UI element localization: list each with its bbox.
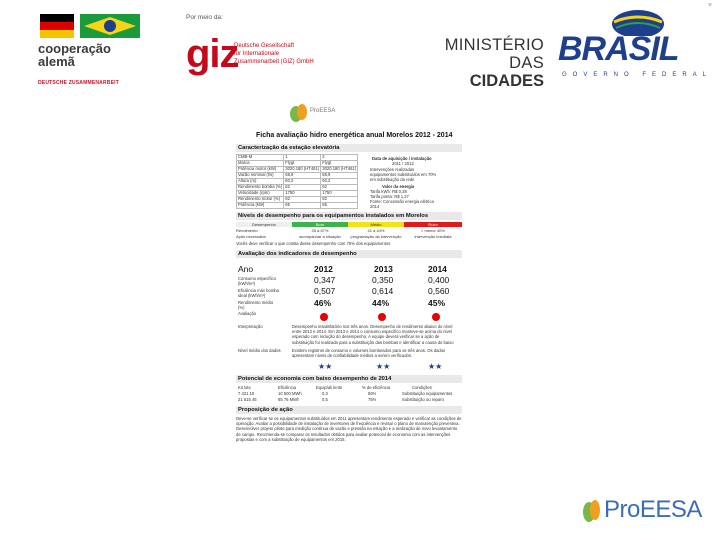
econ-r2-3: 75% [368,397,377,402]
star-icon: ★★ [428,362,443,371]
star-icon: ★★ [376,362,391,371]
years-head-label: Ano [238,264,254,274]
interp-label: Interpretação [238,324,263,329]
proeesa-leaf-icon [582,498,602,526]
section-potencial: Potencial de economia com baixo desempenho de 2014 [236,375,462,383]
side-note-l2: 2011 / 2012 [392,161,414,166]
doc-title: Ficha avaliação hidro energética anual Morelos 2012 - 2014 [256,132,453,139]
brasil-governo-federal-logo [552,8,716,78]
eff-label-2: ideal (kWh/m³) [238,293,266,298]
kwh-label-2: (kWh/m³) [238,281,256,286]
side-note-l5: em substituição da rede [370,177,415,182]
proeesa-word: ProEESA [604,496,702,523]
side-note-l1: Data de aquisição / instalação [372,156,432,161]
ministerio-line1: MINISTÉRIO DAS [444,36,544,72]
action-text: Deve-se verificar se os equipamentos substituídos em 2011 apresentam rendimento esperado e verificar as condições de operação. Avaliar a possibilidade de instalação de inversores de frequência e revisar o plano de manutenção preventiva. Desenvolver projeto piloto para medição contínua de vazão e pressão na estação e a realização de novo levantamento de campo. Recomenda-se comparar os resultados obtidos para avaliar potencial de economia com as intervenções propostas e com a substituição de equipamentos em 2015. [236,416,462,442]
proeesa-leaf-icon [288,102,310,124]
giz-by-label: Por meio da: [186,14,223,21]
econ-head-0: Kit lote [238,385,251,390]
eff-2013: 0,614 [372,286,394,296]
econ-r2-1: 65 75 MWh [278,397,300,402]
ministerio-line2: CIDADES [469,72,544,90]
band-row2-label: Ação necessária [236,234,266,239]
side-note-l6: Valor da energia [382,184,415,189]
coop-name: cooperação alemã [38,41,111,69]
econ-head-2: Equip/ali lente [316,385,343,390]
interp-text: Desempenho insatisfatório nos três anos. Desempenho de rendimento abaixo do nível entre 2012 e 2014. Em 2013 e 2014 o consumo específico manteve-se acima do nível esperado com redução do desempenho. A equipe deverá verificar se a ação de substituição foi realizada para a substituição das bombas e identificar a causa do baixo [292,324,454,345]
coop-subtitle: DEUTSCHE ZUSAMMENARBEIT [38,80,119,86]
eval-dot-2012 [320,313,328,321]
kwh-label-1: Consumo específico [238,276,276,281]
brasil-word: BRASIL [558,30,679,68]
star-icon: ★★ [318,362,333,371]
giz-mark: giz [186,32,239,76]
eff-label-1: Eficiência máx bomba [238,288,279,293]
ministerio-cidades-logo [414,36,544,90]
pct-2012: 46% [314,298,332,308]
side-note-l3: Intervenções realizadas [370,167,415,172]
side-note-l9: Fonte: Concessão energia elétrica [370,199,434,204]
band-row2-medio: programação da intervenção [350,234,402,239]
eval-label: Avaliação [238,311,257,316]
kwh-2013: 0,350 [372,275,394,285]
econ-r2-0: 21 515 45 [238,397,257,402]
econ-head-3: % de eficiência [362,385,391,390]
band-row1-label: Rendimento [236,228,258,233]
pct-label-1: Rendimento médio [238,300,274,305]
band-label-medio: Médio [348,222,404,227]
band-row1-ruim: < menor 40% [421,228,445,233]
giz-logo [186,14,336,76]
band-note: Vocês deve verificar o que consta desse desempenho com 75% dos equipamentos [236,241,391,246]
year-2013: 2013 [374,264,393,274]
econ-r1-3: 56% [368,391,377,396]
section-avaliacao: Avaliação dos indicadores de desempenho [236,250,462,258]
econ-head-4: Condições [412,385,432,390]
econ-r1-4: Substituição equipamentos [402,391,453,396]
proeesa-logo [582,490,702,530]
kwh-2012: 0,347 [314,275,336,285]
section-niveis: Níveis de desempenho para os equipamentos instalados em Morelos [236,212,462,220]
level-label: Nível médio dos dados [238,348,281,353]
year-2012: 2012 [314,264,333,274]
side-note-l10: 2014 [370,204,380,209]
pct-label-2: (%) [238,305,245,310]
flag-icon [40,12,140,40]
eval-dot-2014 [432,313,440,321]
side-note-l8: Tarifa ponta: R$ 1,27 [370,194,409,199]
band-label-bom: Bom [292,222,348,227]
kwh-2014: 0,400 [428,275,450,285]
eval-dot-2013 [378,313,386,321]
governo-federal: GOVERNO FEDERAL [562,72,713,78]
year-2014: 2014 [428,264,447,274]
econ-r2-4: Substituição ou reparo [402,397,444,402]
section-proposicao: Proposição de ação [236,406,462,414]
cooperacao-alema-logo [38,12,156,86]
evaluation-sheet [232,100,466,470]
band-row2-ruim: intervenção imediata [414,234,452,239]
band-label-ruim: Ruim [404,222,462,227]
pct-2013: 44% [372,298,390,308]
side-note-l7: Tarifa kWh: R$ 0,38 [370,189,407,194]
econ-r2-2: 0,5 [322,397,328,402]
giz-lines: Deutsche Gesellschaft für Internationale Zusammenarbeit (GIZ) GmbH [234,43,314,65]
section-caracterizacao: Caracterização da estação elevatória [236,144,462,152]
eff-2012: 0,507 [314,286,336,296]
corner-mark: × [708,2,713,9]
doc-logo-text: ProEESA [310,108,336,114]
band-row1-medio: 41 a 44% [367,228,385,233]
level-text: Existem registros de consumo e volumes bombeados para os três anos. Os dados apresentam níveis de confiabilidade médios a serem verificados. [292,348,446,359]
econ-r1-2: 0,3 [322,391,328,396]
band-label-desempenho: Desempenho [236,222,292,227]
pump-spec-table: CMB-M 1 2 Marca Flygt Flygt Potência motor (kW) 3020.180 (HT461) 3020.180 (HT461) Vazão nominal (l/s) 68,9 68,9 Altura (m) 60,2 60,2 Rendimento bomba (%) 62 62 Velocidade (rpm) 1750 1750 Rendimento motor (%) 92 92 Potência (kW) 65 65 [238,154,357,208]
side-note-l4: equipamentos substituídos em 70% [370,172,437,177]
econ-head-1: Eficiência [278,385,296,390]
pct-2014: 45% [428,298,446,308]
econ-r1-0: 7 421 15 [238,391,255,396]
eff-2014: 0,560 [428,286,450,296]
band-row1-bom: 45 a 67% [311,228,329,233]
econ-r1-1: 10 500 MWh [278,391,302,396]
band-row2-bom: acompanhar a situação [299,234,341,239]
